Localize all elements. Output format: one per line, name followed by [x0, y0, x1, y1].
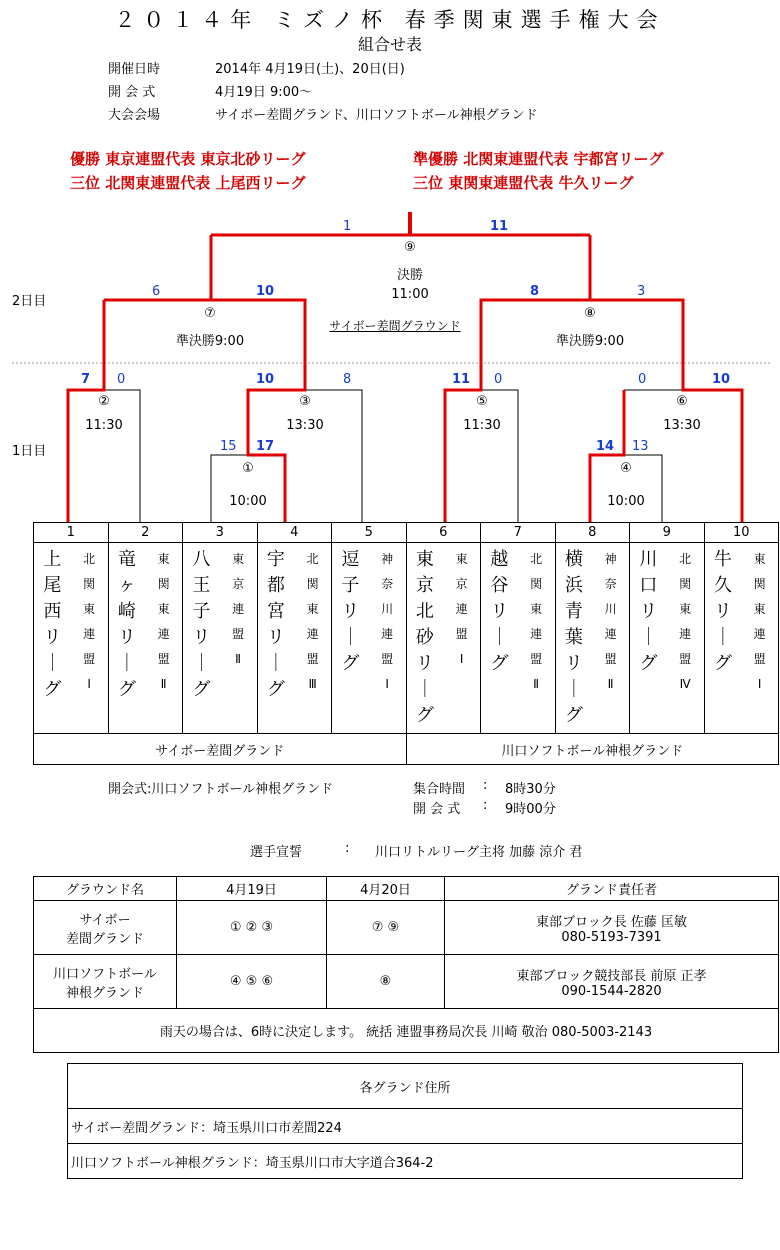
schedule-row — [34, 901, 779, 955]
vertical-char: Ⅰ — [459, 652, 464, 666]
schedule-table — [33, 876, 779, 1053]
vertical-char: 連 — [455, 602, 468, 616]
vertical-char: 東 — [530, 602, 543, 616]
m1-score-right: 17 — [256, 439, 275, 454]
schedule-day2: ⑧ — [327, 955, 445, 1009]
schedule-header: 4月20日 — [327, 877, 445, 901]
vertical-char: 奈 — [381, 577, 394, 591]
m2-score-left: 7 — [81, 372, 91, 387]
vertical-char: 都 — [266, 575, 285, 596]
schedule-manager — [445, 955, 779, 1009]
vertical-char: 盟 — [530, 652, 543, 666]
m4-number: ④ — [620, 461, 632, 476]
oath-label: 選手宣誓 — [250, 845, 303, 860]
vertical-char: 東 — [157, 602, 170, 616]
vertical-char: 横 — [564, 549, 583, 570]
vertical-char: ｜ — [266, 653, 285, 674]
gather-time: 8時30分 — [505, 782, 556, 797]
vertical-char: 北 — [415, 601, 434, 622]
venue-right: 川口ソフトボール神根グランド — [406, 734, 779, 765]
vertical-char: Ⅰ — [87, 677, 91, 691]
gather-label: 集合時間 — [413, 782, 466, 797]
team-league — [518, 543, 555, 733]
vertical-char: リ — [43, 627, 62, 648]
vertical-char: リ — [415, 653, 434, 674]
vertical-char: 砂 — [415, 627, 434, 648]
schedule-header: グランド責任者 — [445, 877, 779, 901]
info-venue-value: サイボー差間グランド、川口ソフトボール神根グランド — [215, 108, 538, 123]
path-team1 — [68, 300, 104, 522]
m6-score-right: 10 — [712, 372, 731, 387]
team-name — [556, 543, 593, 733]
vertical-char: 関 — [679, 577, 692, 591]
team-name-row — [34, 543, 779, 734]
m9-score-right: 11 — [490, 219, 509, 234]
team-league — [145, 543, 182, 733]
oath-person: 川口リトルリーグ主将 加藤 涼介 君 — [375, 845, 583, 860]
team-league — [220, 543, 257, 733]
open-label: 開 会 式 — [413, 802, 461, 817]
m5-right — [445, 390, 518, 522]
result-runner-up: 準優勝 北関東連盟代表 宇都宮リーグ — [413, 150, 664, 168]
vertical-char: 八 — [192, 549, 211, 570]
schedule-header: グラウンド名 — [34, 877, 177, 901]
team-name — [481, 543, 518, 733]
vertical-char: 京 — [455, 577, 468, 591]
m9-label: 決勝 — [396, 268, 423, 283]
vertical-char: グ — [415, 705, 434, 726]
m1-score-left: 15 — [220, 439, 237, 454]
vertical-char: 北 — [306, 552, 319, 566]
m8-number: ⑧ — [584, 306, 596, 321]
m8-score-right: 3 — [637, 284, 646, 299]
m5-score-left: 11 — [452, 372, 471, 387]
result-champion: 優勝 東京連盟代表 東京北砂リーグ — [70, 150, 306, 168]
vertical-char: ｜ — [192, 653, 211, 674]
vertical-char: 連 — [83, 627, 96, 641]
info-ceremony-value: 4月19日 9:00～ — [215, 85, 313, 100]
vertical-char: 越 — [490, 549, 509, 570]
schedule-day2: ⑦ ⑨ — [327, 901, 445, 955]
team-number: 2 — [108, 523, 183, 543]
m3-number: ③ — [299, 394, 311, 409]
team-league — [592, 543, 629, 733]
team-name — [258, 543, 295, 733]
m9-score-left: 1 — [343, 219, 352, 234]
vertical-char: 関 — [530, 577, 543, 591]
info-ceremony-label: 開 会 式 — [108, 85, 156, 100]
m5-time: 11:30 — [463, 418, 501, 433]
m4-time: 10:00 — [607, 494, 645, 509]
day2-label: 2日目 — [12, 294, 47, 309]
vertical-char: 宮 — [266, 601, 285, 622]
vertical-char: 逗 — [341, 549, 360, 570]
champion-mark — [408, 212, 412, 236]
vertical-char: リ — [639, 601, 658, 622]
m1-number: ① — [242, 461, 254, 476]
vertical-char: Ⅱ — [160, 677, 167, 691]
day1-label: 1日目 — [12, 444, 47, 459]
vertical-char: 川 — [639, 549, 658, 570]
vertical-char: 連 — [157, 627, 170, 641]
manager-phone: 080-5193-7391 — [561, 929, 662, 945]
m2-time: 11:30 — [85, 418, 123, 433]
vertical-char: 北 — [83, 552, 96, 566]
m2-number: ② — [98, 394, 110, 409]
m6-number: ⑥ — [676, 394, 688, 409]
team-cell — [630, 543, 705, 734]
open-time: 9時00分 — [505, 802, 556, 817]
vertical-char: 盟 — [455, 627, 468, 641]
team-league — [443, 543, 480, 733]
vertical-char: Ⅰ — [385, 677, 389, 691]
schedule-ground: 川口ソフトボール 神根グランド — [34, 955, 177, 1009]
m3-score-right: 8 — [343, 372, 352, 387]
vertical-char: ｜ — [564, 679, 583, 700]
team-number: 8 — [555, 523, 630, 543]
manager-phone: 090-1544-2820 — [561, 983, 662, 999]
schedule-header: 4月19日 — [177, 877, 327, 901]
vertical-char: ｜ — [43, 653, 62, 674]
colon: : — [483, 778, 488, 793]
m6-score-left: 0 — [638, 372, 647, 387]
vertical-char: 連 — [679, 627, 692, 641]
ceremony-place: 開会式:川口ソフトボール神根グランド — [108, 782, 334, 797]
team-number-row — [34, 523, 779, 543]
team-number: 5 — [332, 523, 407, 543]
schedule-manager — [445, 901, 779, 955]
team-cell — [406, 543, 481, 734]
vertical-char: リ — [713, 601, 732, 622]
team-name — [705, 543, 742, 733]
team-number: 10 — [704, 523, 779, 543]
vertical-char: 連 — [306, 627, 319, 641]
vertical-char: グ — [713, 653, 732, 674]
vertical-char: Ⅱ — [533, 677, 540, 691]
info-date-value: 2014年 4月19日(土)、20日(日) — [215, 62, 405, 77]
venue-left: サイボー差間グランド — [34, 734, 407, 765]
vertical-char: ｜ — [713, 627, 732, 648]
m8-label: 準決勝9:00 — [555, 334, 625, 349]
m5-score-right: 0 — [494, 372, 503, 387]
vertical-char: 連 — [232, 602, 245, 616]
vertical-char: リ — [266, 627, 285, 648]
vertical-char: 盟 — [306, 652, 319, 666]
m9-time: 11:00 — [391, 287, 429, 302]
team-number: 3 — [183, 523, 258, 543]
vertical-char: グ — [341, 653, 360, 674]
vertical-char: 盟 — [604, 652, 617, 666]
vertical-char: 盟 — [753, 652, 766, 666]
vertical-char: 盟 — [232, 627, 245, 641]
team-league — [294, 543, 331, 733]
m8-score-left: 8 — [530, 284, 540, 299]
vertical-char: 東 — [753, 602, 766, 616]
team-cell — [183, 543, 258, 734]
vertical-char: 盟 — [381, 652, 394, 666]
m7-number: ⑦ — [204, 306, 216, 321]
vertical-char: 東 — [157, 552, 170, 566]
vertical-char: ｜ — [117, 653, 136, 674]
vertical-char: グ — [117, 679, 136, 700]
vertical-char: 連 — [381, 627, 394, 641]
schedule-row — [34, 955, 779, 1009]
vertical-char: 東 — [232, 552, 245, 566]
m5-number: ⑤ — [476, 394, 488, 409]
vertical-char: 連 — [604, 627, 617, 641]
vertical-char: 東 — [306, 602, 319, 616]
page-subtitle: 組合せ表 — [357, 35, 422, 54]
info-venue-label: 大会会場 — [108, 108, 161, 123]
team-name — [332, 543, 369, 733]
schedule-ground: サイボー 差間グランド — [34, 901, 177, 955]
vertical-char: 関 — [83, 577, 96, 591]
vertical-char: ｜ — [490, 627, 509, 648]
vertical-char: 川 — [604, 602, 617, 616]
vertical-char: 西 — [43, 601, 62, 622]
schedule-footer: 雨天の場合は、6時に決定します。 統括 連盟事務局次長 川崎 敬治 080-5003-2143 — [34, 1009, 779, 1053]
team-number: 7 — [481, 523, 556, 543]
vertical-char: 京 — [415, 575, 434, 596]
vertical-char: Ⅳ — [679, 677, 691, 691]
vertical-char: 子 — [341, 575, 360, 596]
team-name — [34, 543, 71, 733]
vertical-char: 連 — [753, 627, 766, 641]
vertical-char: 東 — [83, 602, 96, 616]
vertical-char: 東 — [455, 552, 468, 566]
vertical-char: 川 — [381, 602, 394, 616]
team-cell — [481, 543, 556, 734]
vertical-char: 東 — [753, 552, 766, 566]
vertical-char: 盟 — [157, 652, 170, 666]
team-number: 6 — [406, 523, 481, 543]
m3-time: 13:30 — [286, 418, 324, 433]
vertical-char: 牛 — [713, 549, 732, 570]
vertical-char: 神 — [604, 552, 617, 566]
m6-time: 13:30 — [663, 418, 701, 433]
vertical-char: リ — [564, 653, 583, 674]
vertical-char: Ⅰ — [757, 677, 762, 691]
schedule-day1: ④ ⑤ ⑥ — [177, 955, 327, 1009]
manager-name: 東部ブロック長 佐藤 匡敏 — [535, 914, 687, 930]
team-cell — [704, 543, 779, 734]
vertical-char: グ — [639, 653, 658, 674]
result-third-a: 三位 北関東連盟代表 上尾西リーグ — [70, 174, 306, 192]
team-league — [369, 543, 406, 733]
team-name — [109, 543, 146, 733]
m9-venue: サイボー差間グラウンド — [329, 319, 461, 333]
vertical-char: 奈 — [604, 577, 617, 591]
schedule-day1: ① ② ③ — [177, 901, 327, 955]
colon: : — [483, 798, 488, 813]
vertical-char: 久 — [713, 575, 732, 596]
page-title: ２０１４年 ミズノ杯 春季関東選手権大会 — [114, 8, 666, 32]
venue-row — [34, 734, 779, 765]
m2-score-right: 0 — [117, 372, 126, 387]
vertical-char: Ⅱ — [607, 677, 614, 691]
vertical-char: 葉 — [564, 627, 583, 648]
schedule-header-row — [34, 877, 779, 901]
vertical-char: 盟 — [679, 652, 692, 666]
vertical-char: ｜ — [415, 679, 434, 700]
team-name — [183, 543, 220, 733]
vertical-char: 関 — [157, 577, 170, 591]
vertical-char: 神 — [381, 552, 394, 566]
vertical-char: 北 — [530, 552, 543, 566]
vertical-char: 青 — [564, 601, 583, 622]
m9-number: ⑨ — [404, 240, 416, 255]
m7-score-left: 6 — [152, 284, 161, 299]
vertical-char: ｜ — [639, 627, 658, 648]
teams-table — [33, 522, 779, 765]
team-cell — [108, 543, 183, 734]
vertical-char: 王 — [192, 575, 211, 596]
team-number: 4 — [257, 523, 332, 543]
team-league — [741, 543, 778, 733]
vertical-char: Ⅲ — [308, 677, 317, 691]
bracket-lines — [0, 0, 780, 525]
m7-label: 準決勝9:00 — [175, 334, 245, 349]
vertical-char: リ — [341, 601, 360, 622]
m4-score-left: 14 — [596, 439, 615, 454]
team-number: 9 — [630, 523, 705, 543]
address-item: 川口ソフトボール神根グランド：埼玉県川口市大字道合364-2 — [68, 1144, 743, 1179]
vertical-char: リ — [490, 601, 509, 622]
vertical-char: 上 — [43, 549, 62, 570]
m1-time: 10:00 — [229, 494, 267, 509]
vertical-char: 口 — [639, 575, 658, 596]
schedule-footer-row — [34, 1009, 779, 1053]
m3-score-left: 10 — [256, 372, 275, 387]
vertical-char: リ — [117, 627, 136, 648]
vertical-char: グ — [266, 679, 285, 700]
team-number: 1 — [34, 523, 109, 543]
address-table — [67, 1063, 743, 1179]
m3-right — [305, 390, 362, 522]
vertical-char: 東 — [415, 549, 434, 570]
vertical-char: ｜ — [341, 627, 360, 648]
vertical-char: 浜 — [564, 575, 583, 596]
m7-score-right: 10 — [256, 284, 275, 299]
vertical-char: グ — [192, 679, 211, 700]
vertical-char: 子 — [192, 601, 211, 622]
team-league — [71, 543, 108, 733]
vertical-char: リ — [192, 627, 211, 648]
team-cell — [257, 543, 332, 734]
vertical-char: グ — [564, 705, 583, 726]
team-name — [630, 543, 667, 733]
result-third-b: 三位 東関東連盟代表 牛久リーグ — [413, 174, 634, 192]
vertical-char: Ⅱ — [235, 652, 242, 666]
vertical-char: 竜 — [117, 549, 136, 570]
team-league — [667, 543, 704, 733]
vertical-char: グ — [43, 679, 62, 700]
team-name — [407, 543, 444, 733]
m4-score-right: 13 — [632, 439, 649, 454]
vertical-char: 尾 — [43, 575, 62, 596]
vertical-char: 宇 — [266, 549, 285, 570]
address-title: 各グランド住所 — [68, 1064, 743, 1109]
team-cell — [34, 543, 109, 734]
team-cell — [555, 543, 630, 734]
vertical-char: 盟 — [83, 652, 96, 666]
m2-right — [104, 390, 140, 522]
info-date-label: 開催日時 — [108, 62, 161, 77]
vertical-char: 京 — [232, 577, 245, 591]
vertical-char: 北 — [679, 552, 692, 566]
vertical-char: 関 — [306, 577, 319, 591]
vertical-char: 崎 — [117, 601, 136, 622]
vertical-char: 東 — [679, 602, 692, 616]
address-item: サイボー差間グランド：埼玉県川口市差間224 — [68, 1109, 743, 1144]
team-cell — [332, 543, 407, 734]
vertical-char: グ — [490, 653, 509, 674]
vertical-char: 関 — [753, 577, 766, 591]
manager-name: 東部ブロック競技部長 前原 正孝 — [516, 968, 707, 984]
vertical-char: 谷 — [490, 575, 509, 596]
colon: : — [345, 841, 350, 856]
vertical-char: ヶ — [117, 575, 136, 596]
vertical-char: 連 — [530, 627, 543, 641]
